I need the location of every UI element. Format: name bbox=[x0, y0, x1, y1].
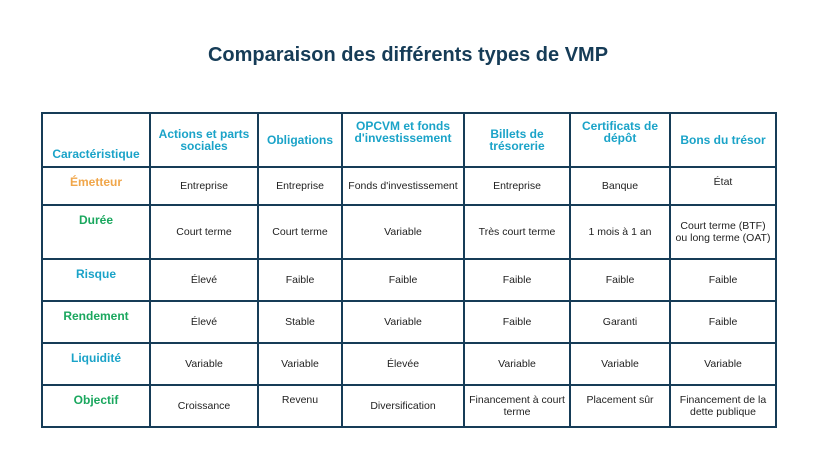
table-cell: Fonds d'investissement bbox=[342, 167, 464, 205]
table-cell: Faible bbox=[464, 301, 570, 343]
table-cell: Court terme bbox=[150, 205, 258, 259]
table-cell: Court terme bbox=[258, 205, 342, 259]
table-row bbox=[42, 301, 776, 343]
table-cell: Placement sûr bbox=[570, 385, 670, 427]
table-cell: Entreprise bbox=[258, 167, 342, 205]
header-row bbox=[42, 113, 776, 167]
table-cell: Faible bbox=[670, 259, 776, 301]
table-cell: 1 mois à 1 an bbox=[570, 205, 670, 259]
table-cell: Élevée bbox=[342, 343, 464, 385]
table-cell: Entreprise bbox=[464, 167, 570, 205]
table-cell: Croissance bbox=[150, 385, 258, 427]
table-cell: Banque bbox=[570, 167, 670, 205]
row-label-risque: Risque bbox=[42, 259, 150, 301]
header-billets: Billets de trésorerie bbox=[464, 113, 570, 167]
table-cell: Élevé bbox=[150, 301, 258, 343]
table-cell: Garanti bbox=[570, 301, 670, 343]
table-row bbox=[42, 385, 776, 427]
table-cell: Variable bbox=[670, 343, 776, 385]
table-row bbox=[42, 205, 776, 259]
table-cell: Entreprise bbox=[150, 167, 258, 205]
header-actions: Actions et parts sociales bbox=[150, 113, 258, 167]
row-label-rendement: Rendement bbox=[42, 301, 150, 343]
table-cell: Faible bbox=[570, 259, 670, 301]
table-cell: Faible bbox=[464, 259, 570, 301]
table-cell: Faible bbox=[342, 259, 464, 301]
table-row bbox=[42, 167, 776, 205]
table-cell: Financement de la dette publique bbox=[670, 385, 776, 427]
table-cell: Financement à court terme bbox=[464, 385, 570, 427]
table-row bbox=[42, 343, 776, 385]
row-label-emetteur: Émetteur bbox=[42, 167, 150, 205]
header-bons: Bons du trésor bbox=[670, 113, 776, 167]
table-cell: Variable bbox=[342, 301, 464, 343]
header-obligations: Obligations bbox=[258, 113, 342, 167]
table-cell: Variable bbox=[150, 343, 258, 385]
table-row bbox=[42, 259, 776, 301]
header-certificats: Certificats de dépôt bbox=[570, 113, 670, 167]
table-cell: Stable bbox=[258, 301, 342, 343]
table-cell: Très court terme bbox=[464, 205, 570, 259]
table-cell: Court terme (BTF) ou long terme (OAT) bbox=[670, 205, 776, 259]
header-opcvm: OPCVM et fonds d'investissement bbox=[342, 113, 464, 167]
table-cell: Élevé bbox=[150, 259, 258, 301]
table-cell: Variable bbox=[258, 343, 342, 385]
row-label-liquidite: Liquidité bbox=[42, 343, 150, 385]
table-cell: Faible bbox=[670, 301, 776, 343]
table-cell: Variable bbox=[342, 205, 464, 259]
table-cell: Variable bbox=[570, 343, 670, 385]
row-label-duree: Durée bbox=[42, 205, 150, 259]
header-caracteristique: Caractéristique bbox=[42, 113, 150, 167]
page-title: Comparaison des différents types de VMP bbox=[207, 44, 609, 66]
table-cell: Revenu bbox=[258, 385, 342, 427]
comparison-table bbox=[41, 112, 777, 428]
table-cell: État bbox=[670, 167, 776, 205]
table-cell: Variable bbox=[464, 343, 570, 385]
table-cell: Diversification bbox=[342, 385, 464, 427]
table-cell: Faible bbox=[258, 259, 342, 301]
row-label-objectif: Objectif bbox=[42, 385, 150, 427]
